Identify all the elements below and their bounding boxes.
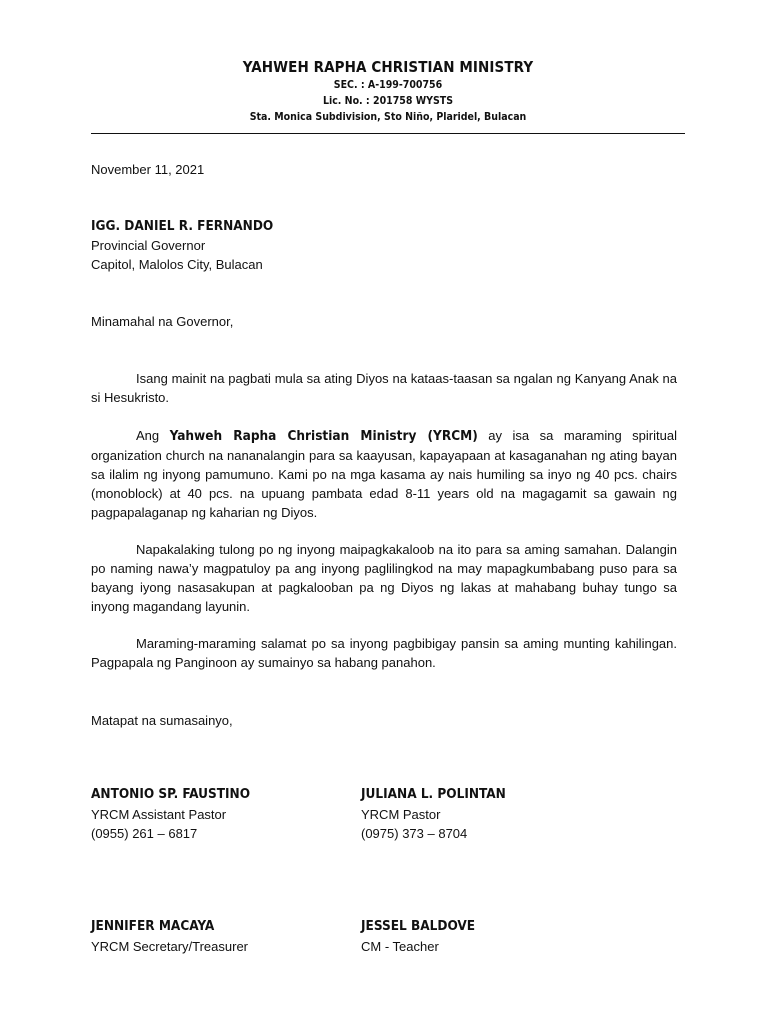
signatory-name: ANTONIO SP. FAUSTINO: [91, 786, 251, 802]
signatory-name: JESSEL BALDOVE: [361, 918, 476, 934]
closing: Matapat na sumasainyo,: [91, 713, 233, 728]
signatory-block: [361, 785, 506, 844]
signatory-role: YRCM Secretary/Treasurer: [91, 938, 248, 954]
org-address: Sta. Monica Subdivision, Sto Niño, Plaridel, Bulacan: [249, 111, 527, 123]
paragraph-prayer: Napakalaking tulong po ng inyong maipagkakaloob na ito para sa aming samahan. Dalangin po naming nawa’y magpatuloy pa ang inyong paglilingkod na may mapagkumbabang puso para sa bayang iyong nasasakupan at pagkalooban pa ng Diyos ng lakas at mahabang buhay tungo sa inyong magandang layunin.: [91, 542, 677, 614]
recipient-title: Provincial Governor: [91, 238, 206, 253]
signatory-name: JULIANA L. POLINTAN: [361, 786, 506, 802]
letter-date: November 11, 2021: [91, 162, 205, 177]
paragraph-request-body: ay isa sa maraming spiritual organization church na nananalangin para sa kaayusan, kapayapaan at kasaganahan ng ating bayan sa ilalim ng inyong pamumuno. Kami po na mga kasama ay nais humiling sa inyo ng 40 pcs. chairs (monoblock) at 40 pcs. na upuang pambata edad 8-11 years old na magagamit sa gawain ng pagpapalaganap ng kaharian ng Diyos.: [91, 428, 677, 520]
signatory-phone: (0955) 261 – 6817: [91, 826, 198, 841]
recipient-address: Capitol, Malolos City, Bulacan: [91, 257, 263, 272]
signatory-name: JENNIFER MACAYA: [91, 918, 215, 934]
recipient-name: IGG. DANIEL R. FERNANDO: [91, 218, 274, 234]
paragraph-request: [91, 426, 677, 522]
paragraph-request-lead: Ang: [136, 428, 160, 443]
org-name-inline: Yahweh Rapha Christian Ministry (YRCM): [169, 428, 478, 444]
header-divider: [91, 133, 685, 134]
signatory-role: YRCM Assistant Pastor: [91, 806, 227, 822]
salutation: Minamahal na Governor,: [91, 314, 234, 329]
license-number: Lic. No. : 201758 WYSTS: [322, 95, 454, 107]
paragraph-greeting: Isang mainit na pagbati mula sa ating Diyos na kataas-taasan sa ngalan ng Kanyang Anak na si Hesukristo.: [91, 371, 677, 405]
signatory-role: YRCM Pastor: [361, 806, 441, 822]
paragraph-thanks: Maraming-maraming salamat po sa inyong pagbibigay pansin sa aming munting kahilingan. Pagpapala ng Panginoon ay sumainyo sa habang panahon.: [91, 636, 677, 670]
signatory-role: CM - Teacher: [361, 938, 439, 954]
signatory-block: [91, 785, 250, 844]
org-name: YAHWEH RAPHA CHRISTIAN MINISTRY: [242, 58, 534, 76]
sec-number: SEC. : A-199-700756: [333, 79, 443, 91]
signatory-block: [361, 917, 475, 956]
signatory-block: [91, 917, 248, 956]
signatory-phone: (0975) 373 – 8704: [361, 826, 468, 841]
